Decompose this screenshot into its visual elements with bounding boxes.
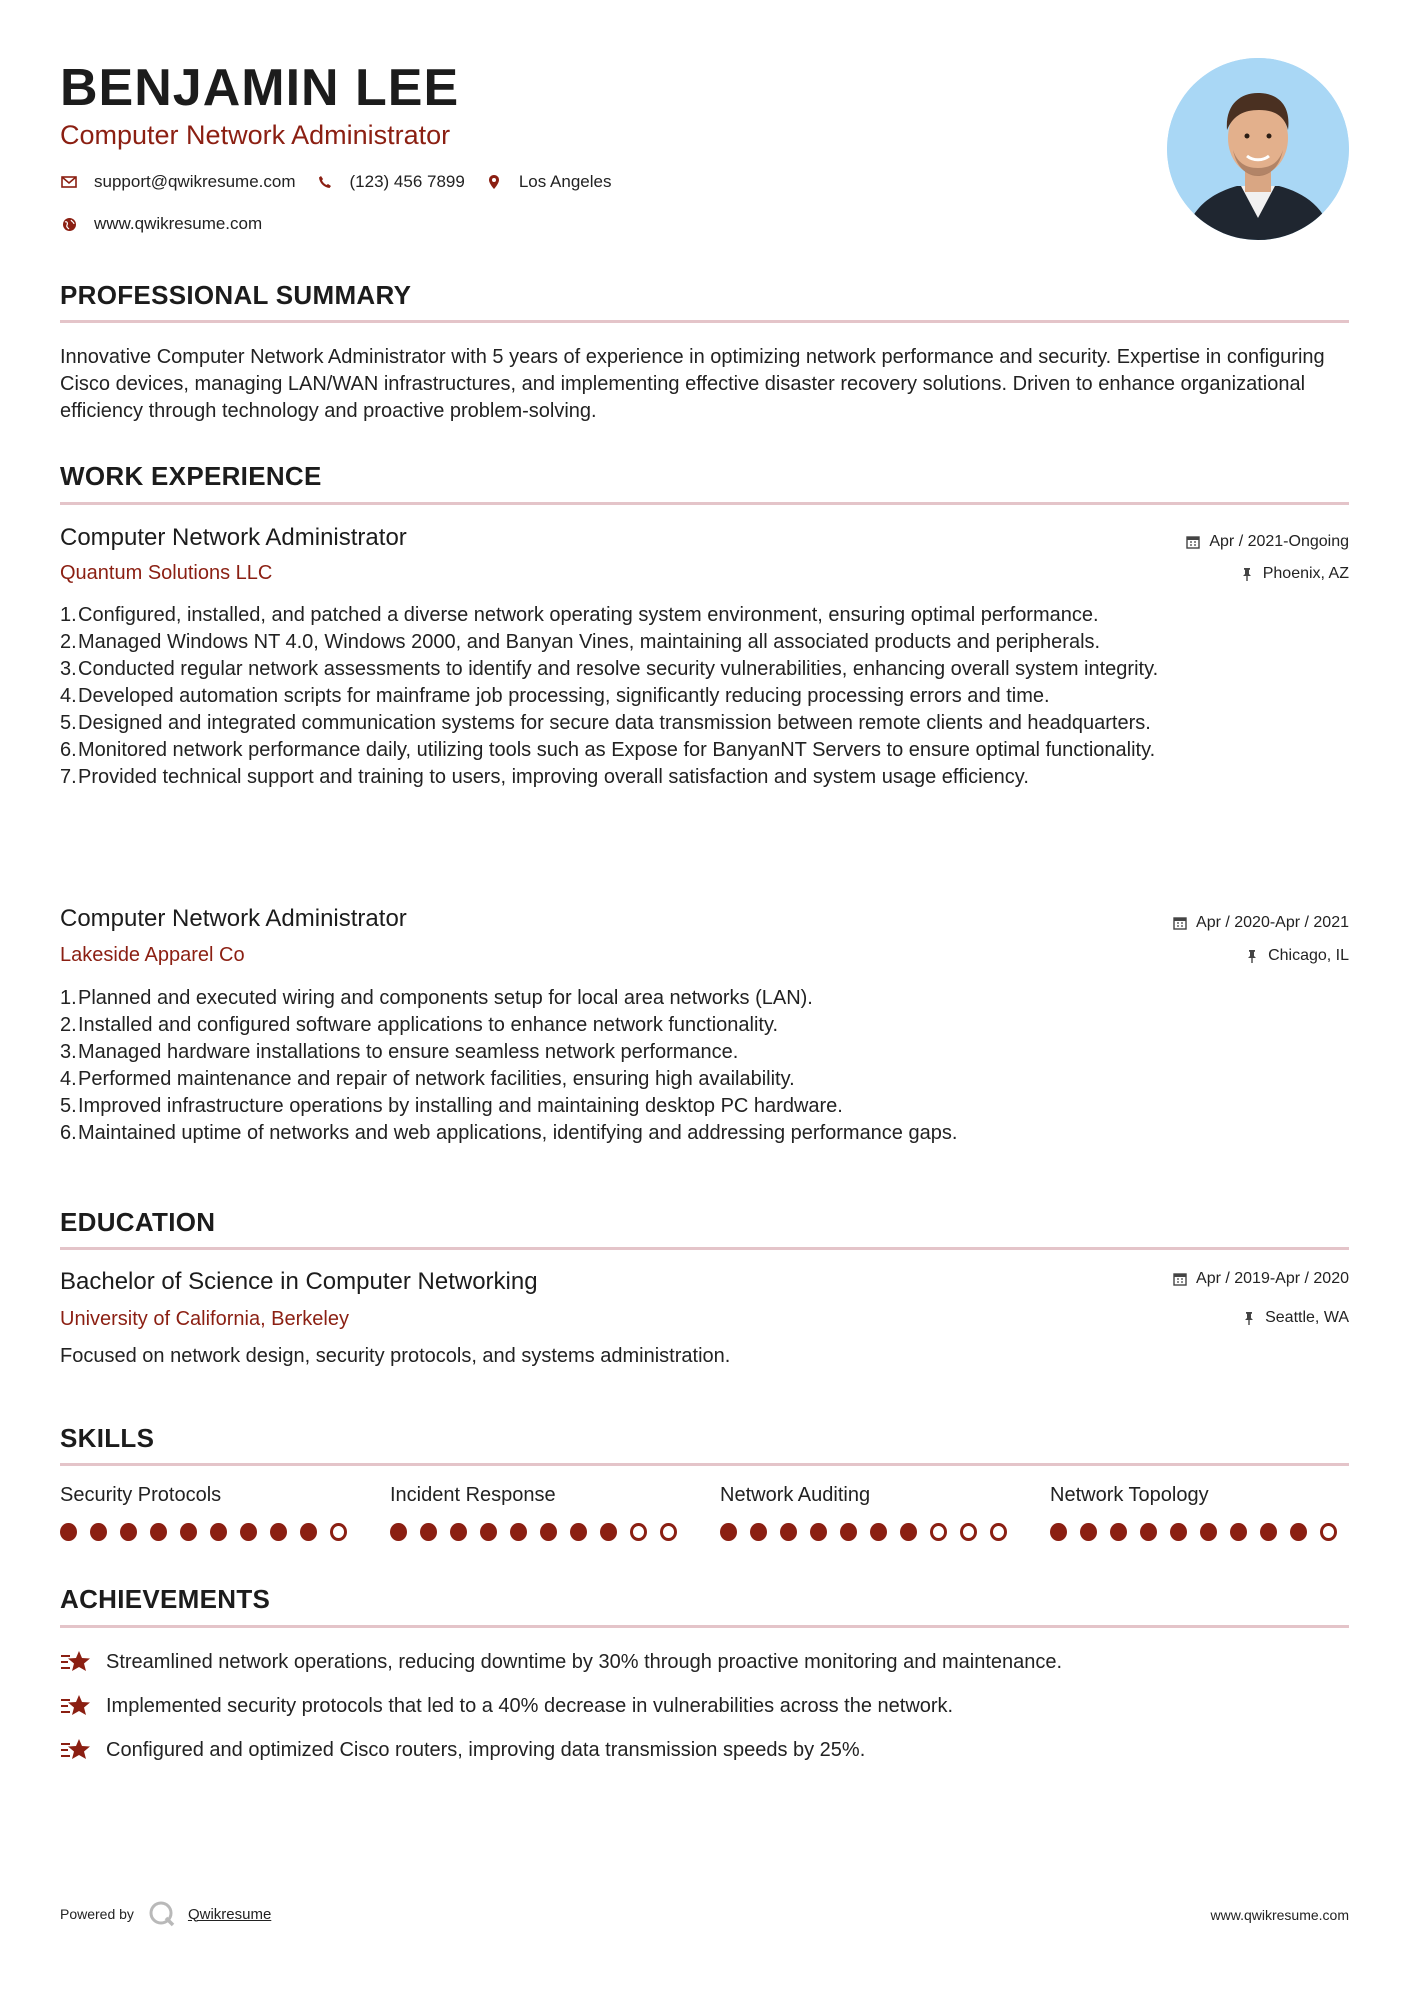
list-item: 3. Managed hardware installations to ensure seamless network performance.: [60, 1041, 739, 1063]
job-title: Computer Network Administrator: [60, 905, 407, 932]
section-divider: [60, 502, 1349, 505]
skill-name: Security Protocols: [60, 1484, 222, 1506]
job-dates: [1172, 914, 1349, 932]
calendar-icon: [1172, 915, 1188, 931]
phone-icon: [316, 173, 334, 191]
rating-dot-filled: [720, 1523, 737, 1541]
rating-dot-filled: [390, 1523, 407, 1541]
skill-rating: [390, 1523, 690, 1541]
pushpin-icon: [1241, 1310, 1257, 1326]
rating-dot-filled: [1080, 1523, 1097, 1541]
contact-row-secondary: [60, 214, 282, 234]
footer-powered-by: [60, 1900, 271, 1928]
education-dates: [1172, 1270, 1349, 1288]
skill-name: Network Auditing: [720, 1484, 871, 1506]
rating-dot-filled: [900, 1523, 917, 1541]
experience-heading: WORK EXPERIENCE: [60, 461, 322, 491]
list-item: 2. Managed Windows NT 4.0, Windows 2000, and Banyan Vines, maintaining all associated products and peripherals.: [60, 631, 1101, 653]
rating-dot-filled: [1140, 1523, 1157, 1541]
email-text[interactable]: support@qwikresume.com: [94, 172, 296, 191]
list-item: 6. Monitored network performance daily, utilizing tools such as Expose for BanyanNT Servers to ensure optimal functionality.: [60, 739, 1156, 761]
section-divider: [60, 1463, 1349, 1466]
rating-dot-filled: [300, 1523, 317, 1541]
rating-dot-filled: [480, 1523, 497, 1541]
contact-row-primary: [60, 172, 631, 192]
rating-dot-filled: [840, 1523, 857, 1541]
summary-heading: PROFESSIONAL SUMMARY: [60, 280, 412, 310]
rating-dot-filled: [870, 1523, 887, 1541]
rating-dot-filled: [180, 1523, 197, 1541]
skills-heading: SKILLS: [60, 1423, 155, 1453]
skill-rating: [1050, 1523, 1350, 1541]
phone-text: (123) 456 7899: [349, 172, 465, 191]
candidate-title: Computer Network Administrator: [60, 120, 451, 150]
section-divider: [60, 1247, 1349, 1250]
list-item: 1. Configured, installed, and patched a diverse network operating system environment, ensuring optimal performance.: [60, 604, 1099, 626]
job-bullets: [60, 602, 1350, 791]
school-name: University of California, Berkeley: [60, 1308, 349, 1330]
rating-dot-filled: [1170, 1523, 1187, 1541]
education-location: [1241, 1309, 1349, 1327]
company-name: Quantum Solutions LLC: [60, 562, 273, 584]
skill-rating: [60, 1523, 360, 1541]
rating-dot-filled: [210, 1523, 227, 1541]
rating-dot-empty: [960, 1523, 977, 1541]
rating-dot-filled: [780, 1523, 797, 1541]
rating-dot-filled: [570, 1523, 587, 1541]
calendar-icon: [1172, 1271, 1188, 1287]
list-item: 2. Installed and configured software applications to enhance network functionality.: [60, 1014, 779, 1036]
job-location: [1244, 947, 1349, 965]
candidate-name: BENJAMIN LEE: [60, 59, 460, 117]
qwikresume-logo-icon: [148, 1900, 176, 1928]
website-text[interactable]: www.qwikresume.com: [94, 214, 263, 233]
education-heading: EDUCATION: [60, 1207, 216, 1237]
rating-dot-filled: [60, 1523, 77, 1541]
job-dates: [1185, 533, 1349, 551]
email-icon: [60, 173, 78, 191]
skill-name: Network Topology: [1050, 1484, 1209, 1506]
rating-dot-filled: [1110, 1523, 1127, 1541]
qwikresume-link[interactable]: Qwikresume: [187, 1905, 272, 1923]
job-location-text: Chicago, IL: [1268, 947, 1349, 964]
profile-photo: [1167, 58, 1349, 240]
list-item: 4. Developed automation scripts for mainframe job processing, significantly reducing processing errors and time.: [60, 685, 1050, 707]
achievement-item: Streamlined network operations, reducing downtime by 30% through proactive monitoring and maintenance.: [60, 1648, 1062, 1676]
rating-dot-filled: [750, 1523, 767, 1541]
rating-dot-filled: [810, 1523, 827, 1541]
rating-dot-filled: [450, 1523, 467, 1541]
skill-rating: [720, 1523, 1020, 1541]
rating-dot-filled: [90, 1523, 107, 1541]
star-award-icon: [60, 1736, 92, 1764]
rating-dot-empty: [330, 1523, 347, 1541]
calendar-icon: [1185, 534, 1201, 550]
skill-item: [1050, 1484, 1350, 1541]
rating-dot-filled: [540, 1523, 557, 1541]
list-item: 6. Maintained uptime of networks and web applications, identifying and addressing performance gaps.: [60, 1122, 958, 1144]
job-dates-text: Apr / 2020-Apr / 2021: [1196, 914, 1349, 931]
pushpin-icon: [1239, 566, 1255, 582]
footer-url[interactable]: www.qwikresume.com: [1210, 1907, 1349, 1923]
job-title: Computer Network Administrator: [60, 524, 407, 551]
company-name: Lakeside Apparel Co: [60, 944, 245, 966]
rating-dot-empty: [630, 1523, 647, 1541]
degree-title: Bachelor of Science in Computer Networking: [60, 1268, 538, 1295]
skill-item: [720, 1484, 1020, 1541]
achievements-heading: ACHIEVEMENTS: [60, 1584, 271, 1614]
skill-item: [60, 1484, 360, 1541]
skill-item: [390, 1484, 690, 1541]
list-item: 3. Conducted regular network assessments to identify and resolve security vulnerabilities, enhancing overall system integrity.: [60, 658, 1159, 680]
job-location: [1239, 565, 1349, 583]
rating-dot-empty: [990, 1523, 1007, 1541]
location-pin-icon: [485, 173, 503, 191]
pushpin-icon: [1244, 948, 1260, 964]
rating-dot-filled: [120, 1523, 137, 1541]
summary-text: Innovative Computer Network Administrator with 5 years of experience in optimizing network performance and security. Expertise in configuring Cisco devices, managing LAN/WAN infrastructures, and implementing effective disaster recovery solutions. Driven to enhance organizational efficiency through technology and proactive problem-solving.: [60, 346, 1325, 422]
education-dates-text: Apr / 2019-Apr / 2020: [1196, 1270, 1349, 1287]
rating-dot-empty: [660, 1523, 677, 1541]
rating-dot-filled: [600, 1523, 617, 1541]
rating-dot-empty: [1320, 1523, 1337, 1541]
rating-dot-filled: [1230, 1523, 1247, 1541]
list-item: 4. Performed maintenance and repair of network facilities, ensuring high availability.: [60, 1068, 795, 1090]
list-item: 7. Provided technical support and training to users, improving overall satisfaction and system usage efficiency.: [60, 766, 1029, 788]
powered-by-label: Powered by: [60, 1906, 134, 1922]
list-item: 1. Planned and executed wiring and components setup for local area networks (LAN).: [60, 987, 813, 1009]
list-item: 5. Designed and integrated communication systems for secure data transmission between remote clients and headquarters.: [60, 712, 1151, 734]
rating-dot-filled: [1260, 1523, 1277, 1541]
list-item: 5. Improved infrastructure operations by installing and maintaining desktop PC hardware.: [60, 1095, 843, 1117]
rating-dot-filled: [1050, 1523, 1067, 1541]
globe-icon: [60, 215, 78, 233]
education-description: Focused on network design, security protocols, and systems administration.: [60, 1345, 731, 1367]
section-divider: [60, 320, 1349, 323]
section-divider: [60, 1625, 1349, 1628]
location-text: Los Angeles: [518, 172, 612, 191]
rating-dot-filled: [240, 1523, 257, 1541]
job-dates-text: Apr / 2021-Ongoing: [1209, 533, 1349, 550]
job-bullets: [60, 985, 1350, 1147]
skill-name: Incident Response: [390, 1484, 556, 1506]
rating-dot-filled: [420, 1523, 437, 1541]
rating-dot-filled: [150, 1523, 167, 1541]
achievement-item: Configured and optimized Cisco routers, improving data transmission speeds by 25%.: [60, 1736, 865, 1764]
star-award-icon: [60, 1648, 92, 1676]
job-location-text: Phoenix, AZ: [1262, 565, 1349, 582]
achievement-item: Implemented security protocols that led to a 40% decrease in vulnerabilities across the network.: [60, 1692, 953, 1720]
rating-dot-empty: [930, 1523, 947, 1541]
rating-dot-filled: [510, 1523, 527, 1541]
education-location-text: Seattle, WA: [1265, 1309, 1349, 1326]
rating-dot-filled: [1290, 1523, 1307, 1541]
rating-dot-filled: [270, 1523, 287, 1541]
rating-dot-filled: [1200, 1523, 1217, 1541]
star-award-icon: [60, 1692, 92, 1720]
